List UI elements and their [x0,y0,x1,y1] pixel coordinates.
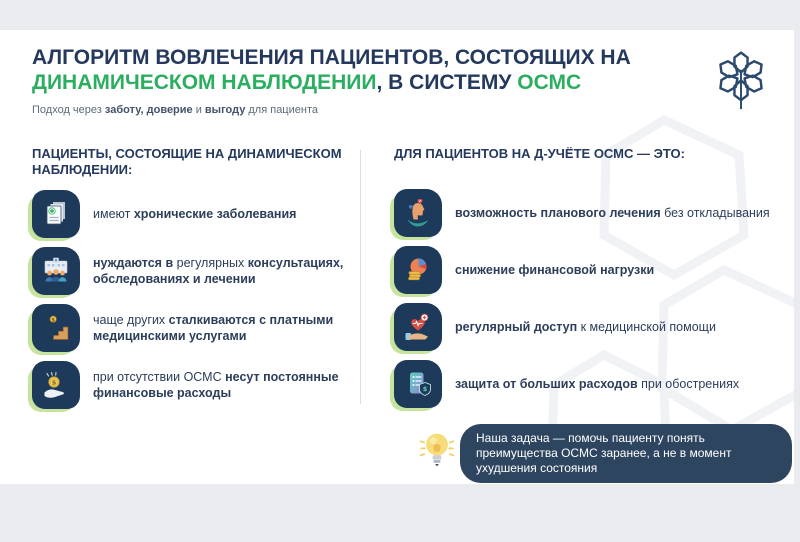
column-divider [360,150,361,404]
list-item-text: при отсутствии ОСМС несут постоянные финансовые расходы [93,369,339,400]
subtitle: Подход через заботу, доверие и выгоду для пациента [32,104,318,116]
list-item-text: возможность планового лечения без откладывания [455,206,770,220]
svg-text:$: $ [51,378,57,387]
left-column [32,146,347,418]
right-column-header: ДЛЯ ПАЦИЕНТОВ НА Д-УЧЁТЕ ОСМС — ЭТО: [394,146,685,161]
documents-cross-icon [32,190,80,238]
list-item [394,303,782,351]
left-column-header: ПАЦИЕНТЫ, СОСТОЯЩИЕ НА ДИНАМИЧЕСКОМ НАБЛЮДЕНИИ: [32,146,342,178]
list-item-text: имеют хронические заболевания [93,206,297,221]
title-line-1: АЛГОРИТМ ВОВЛЕЧЕНИЯ ПАЦИЕНТОВ, СОСТОЯЩИХ НА [32,46,631,69]
list-item [32,247,347,295]
document-shield-icon [394,360,442,408]
right-column [394,146,782,417]
list-item-text: снижение финансовой нагрузки [455,263,655,277]
list-item-text: нуждаются в регулярных консультациях, обследованиях и лечении [93,255,344,286]
svg-text:$: $ [422,385,428,393]
hand-coin-icon [32,361,80,409]
list-item-text: защита от больших расходов при обострениях [455,377,740,391]
svg-text:$: $ [51,316,56,323]
hospital-people-icon [32,247,80,295]
list-item [394,246,782,294]
person-stairs-money-icon [32,304,80,352]
head-heart-icon [394,189,442,237]
heart-hand-icon [394,303,442,351]
list-item-text: чаще других сталкиваются с платными медицинскими услугами [93,312,334,343]
callout-pill: Наша задача — помочь пациенту понять преимущества ОСМС заранее, а не в момент ухудшения состояния [460,424,792,483]
lightbulb-icon [416,426,458,474]
page-title [32,45,692,95]
title-line-2: ДИНАМИЧЕСКОМ НАБЛЮДЕНИИ, В СИСТЕМУ ОСМС [32,71,582,94]
list-item-text: регулярный доступ к медицинской помощи [455,320,716,334]
list-item [394,189,782,237]
slide [0,30,794,484]
list-item [32,190,347,238]
piechart-coins-icon [394,246,442,294]
list-item [32,304,347,352]
list-item [394,360,782,408]
callout [416,424,792,483]
fsms-snowflake-logo [706,42,776,114]
list-item [32,361,347,409]
